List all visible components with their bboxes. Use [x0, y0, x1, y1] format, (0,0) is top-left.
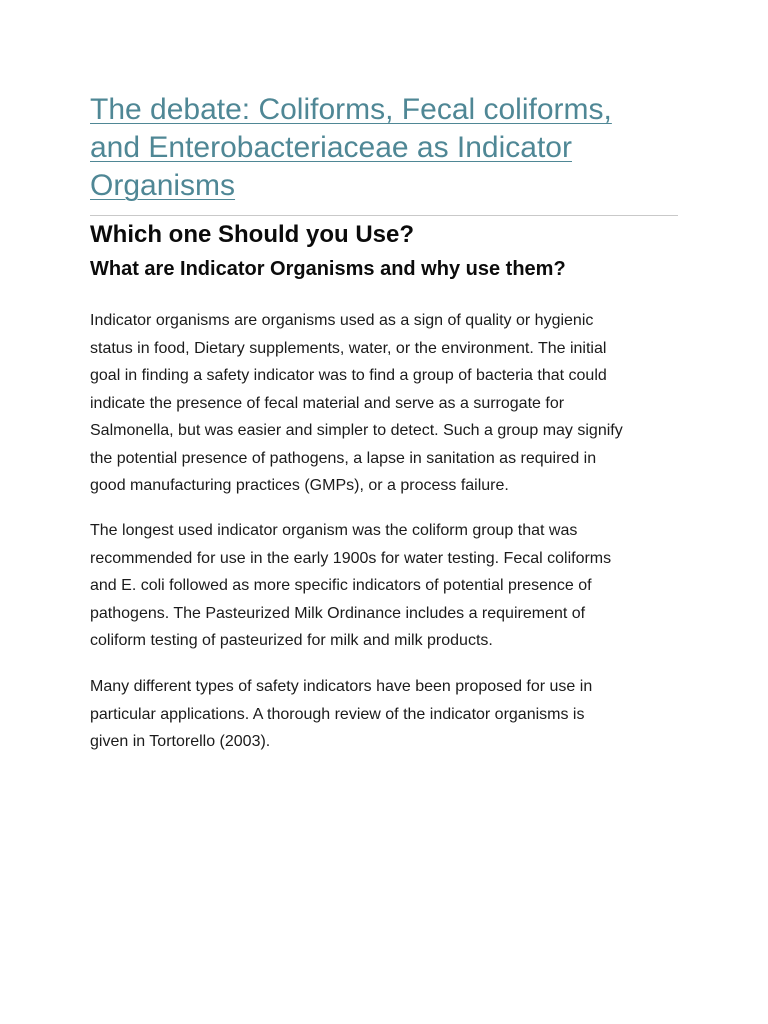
paragraph-line: good manufacturing practices (GMPs), or a process failure.	[90, 477, 509, 494]
paragraph-line: Indicator organisms are organisms used as a sign of quality or hygienic	[90, 312, 594, 329]
body-paragraph	[90, 307, 690, 500]
paragraph-line: pathogens. The Pasteurized Milk Ordinance includes a requirement of	[90, 604, 586, 622]
paragraph-line: the potential presence of pathogens, a lapse in sanitation as required in	[90, 449, 597, 467]
paragraph-line: recommended for use in the early 1900s for water testing. Fecal coliforms	[90, 549, 612, 567]
paragraph-line: The longest used indicator organism was the coliform group that was	[90, 522, 578, 539]
title-line: Organisms	[90, 169, 236, 202]
paragraph-line: goal in finding a safety indicator was to find a group of bacteria that could	[90, 367, 607, 384]
paragraph-line: Salmonella, but was easier and simpler to detect. Such a group may signify	[90, 422, 623, 439]
document-title-link[interactable]	[90, 91, 690, 205]
title-line: The debate: Coliforms, Fecal coliforms,	[90, 93, 612, 126]
paragraph-line: status in food, Dietary supplements, water, or the environment. The initial	[90, 339, 607, 357]
paragraph-line: given in Tortorello (2003).	[90, 733, 271, 750]
subtitle-heading: Which one Should you Use?	[90, 221, 414, 248]
paragraph-line: particular applications. A thorough review of the indicator organisms is	[90, 705, 585, 723]
body-paragraph	[90, 673, 690, 756]
paragraph-line: Many different types of safety indicators have been proposed for use in	[90, 678, 593, 695]
paragraph-line: coliform testing of pasteurized for milk and milk products.	[90, 632, 493, 649]
title-line: and Enterobacteriaceae as Indicator	[90, 131, 572, 164]
paragraph-line: indicate the presence of fecal material and serve as a surrogate for	[90, 394, 565, 412]
horizontal-divider	[90, 215, 678, 216]
paragraph-line: and E. coli followed as more specific indicators of potential presence of	[90, 577, 592, 594]
section-heading: What are Indicator Organisms and why use them?	[90, 258, 566, 280]
body-paragraph	[90, 517, 690, 655]
